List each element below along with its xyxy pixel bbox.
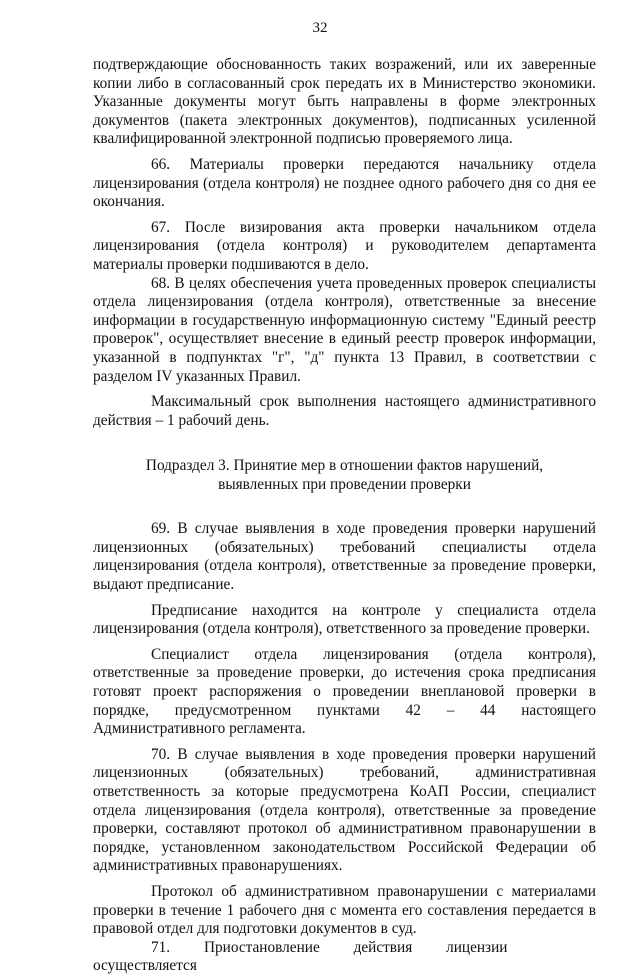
paragraph-specialist-draft: Специалист отдела лицензирования (отдела контроля), ответственные за проведение проверки, до истечения срока предписания готовят проект распоряжения о проведении внеплановой проверки в порядке, предусмотренном пунктами 42 – 44 настоящего Административного регламента. <box>93 645 596 738</box>
paragraph-70: 70. В случае выявления в ходе проведения проверки нарушений лицензионных (обязательных) требований, административная ответственность за которые предусмотрена КоАП России, специалист отдела лицензирования (отдела контроля), ответственные за проведение проверки, составляют протокол об административном правонарушении в порядке, установленном законодательством Российской Федерации об административных правонарушениях. <box>93 745 596 875</box>
paragraph-67: 67. После визирования акта проверки начальником отдела лицензирования (отдела контроля) и руководителем департамента материалы проверки подшиваются в дело. <box>93 218 596 273</box>
paragraph-continuation: подтверждающие обоснованность таких возражений, или их заверенные копии либо в согласованный срок передать их в Министерство экономики. Указанные документы могут быть направлены в форме электронных документов (пакета электронных документов), подписанных усиленной квалифицированной электронной подписью проверяемого лица. <box>93 56 596 148</box>
subsection-heading <box>93 456 596 494</box>
paragraph-max-term: Максимальный срок выполнения настоящего административного действия – 1 рабочий день. <box>93 393 596 429</box>
paragraph-prescription-control: Предписание находится на контроле у специалиста отдела лицензирования (отдела контроля), ответственного за проведение проверки. <box>93 601 596 638</box>
paragraph-protocol: Протокол об административном правонарушении с материалами проверки в течение 1 рабочего дня с момента его составления передается в правовой отдел для подготовки документов в суд. <box>93 882 596 938</box>
heading-line-1: Подраздел 3. Принятие мер в отношении фактов нарушений, <box>145 457 544 475</box>
paragraph-69: 69. В случае выявления в ходе проведения проверки нарушений лицензионных (обязательных) требований специалисты отдела лицензирования (отдела контроля), ответственные за проведение проверки, выдают предписание. <box>93 520 596 594</box>
paragraph-71: 71. Приостановление действия лицензии осуществляется <box>93 938 508 975</box>
paragraph-68: 68. В целях обеспечения учета проведенных проверок специалисты отдела лицензирования (отдела контроля), ответственные за внесение информации в государственную информационную систему "Единый реестр проверок", осуществляет внесение в единый реестр проверок информации, указанной в подпунктах "г", "д" пункта 13 Правил, в соответствии с разделом IV указанных Правил. <box>93 274 596 385</box>
document-body <box>93 56 596 976</box>
page-number: 32 <box>312 20 328 36</box>
heading-line-2: выявленных при проведении проверки <box>218 476 471 494</box>
paragraph-66: 66. Материалы проверки передаются начальнику отдела лицензирования (отдела контроля) не позднее одного рабочего дня со дня ее окончания. <box>93 155 596 211</box>
